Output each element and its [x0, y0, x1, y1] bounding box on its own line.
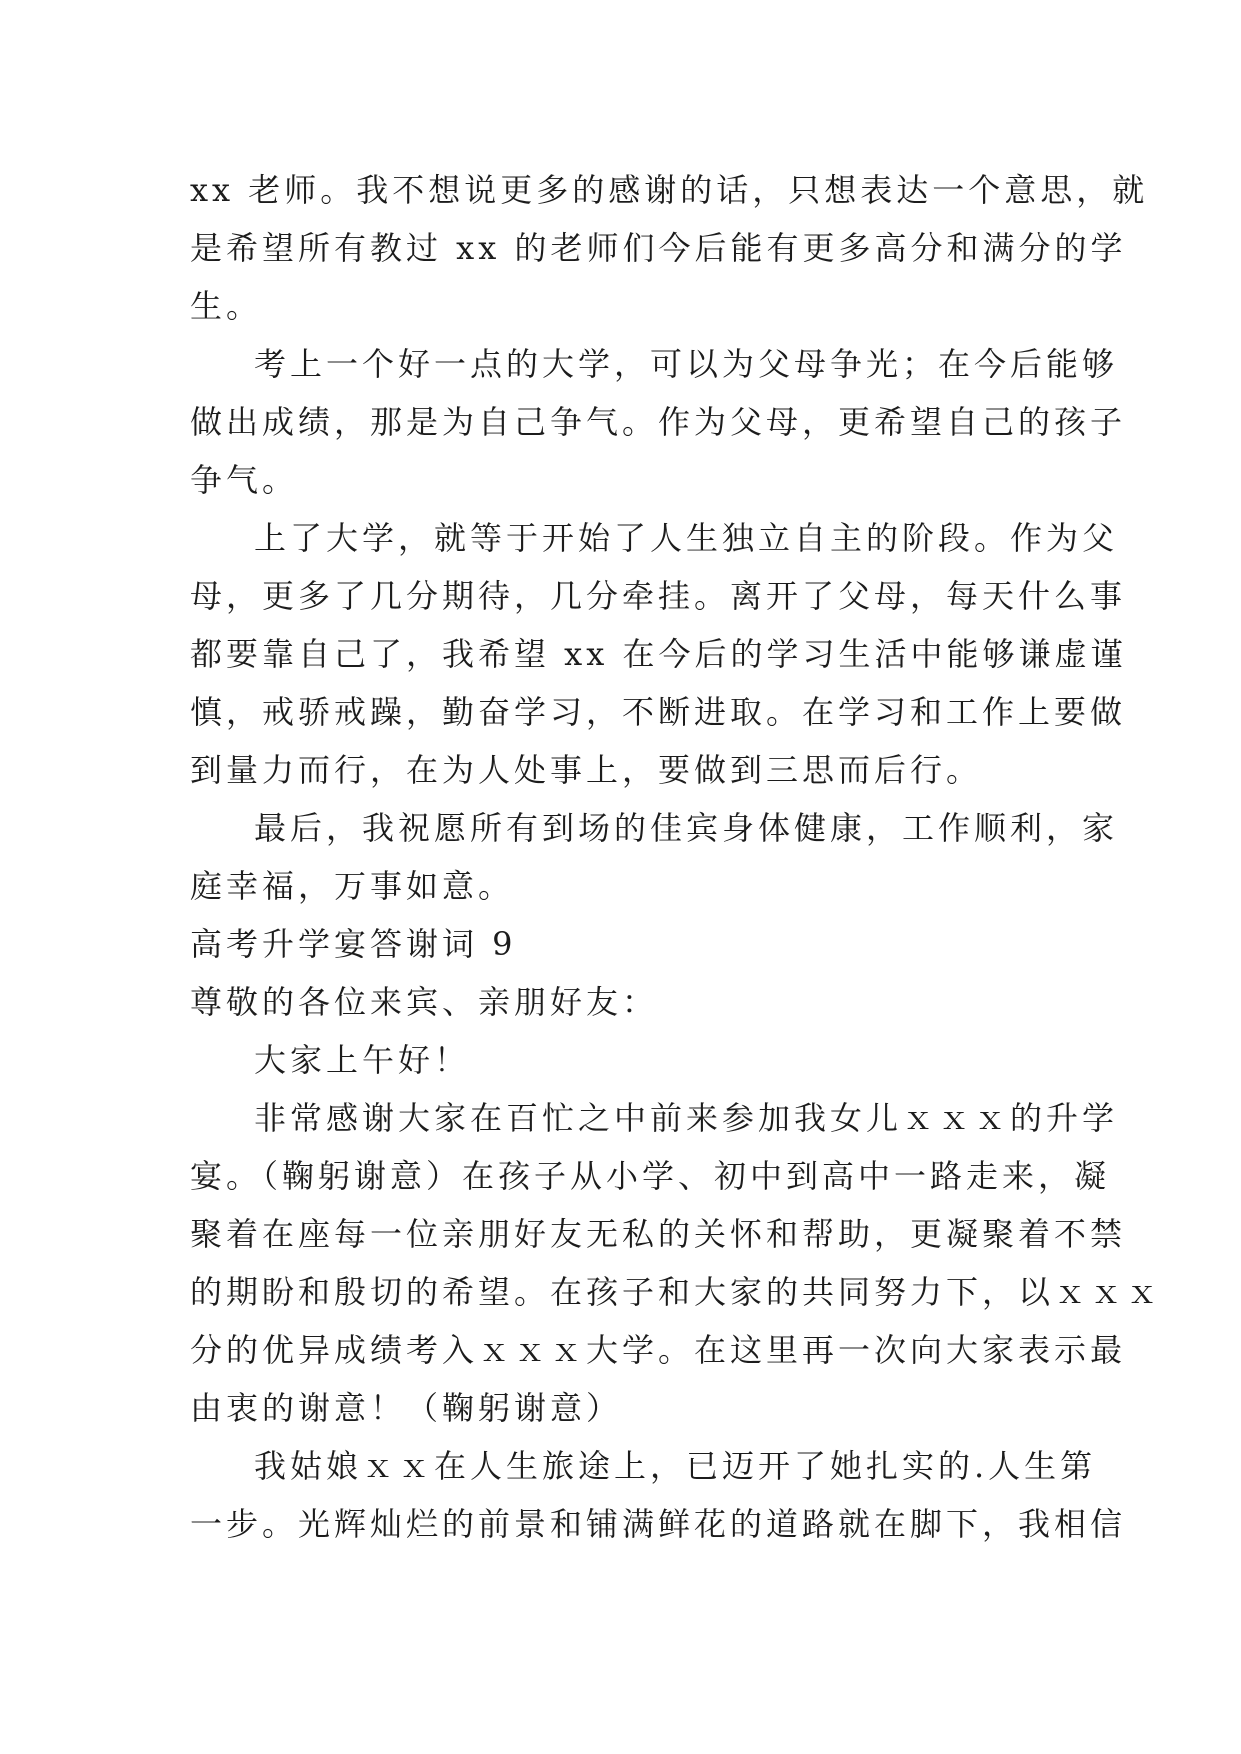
- text-line: 母，更多了几分期待，几分牵挂。离开了父母，每天什么事: [190, 577, 1127, 615]
- text-line: xx 老师。我不想说更多的感谢的话，只想表达一个意思，就: [190, 171, 1149, 209]
- paragraph-thanks-teachers: [190, 161, 1149, 335]
- text-line: 争气。: [190, 461, 299, 499]
- section-heading: [190, 915, 1050, 973]
- text-line: 宴。（鞠躬谢意）在孩子从小学、初中到高中一路走来，凝: [190, 1157, 1111, 1195]
- text-line: 的期盼和殷切的希望。在孩子和大家的共同努力下，以ｘｘｘ: [190, 1273, 1163, 1311]
- text-line: 慎，戒骄戒躁，勤奋学习，不断进取。在学习和工作上要做: [190, 693, 1127, 731]
- text-line: 都要靠自己了，我希望 xx 在今后的学习生活中能够谦虚谨: [190, 635, 1127, 673]
- greeting: [190, 1031, 1050, 1089]
- text-line: 非常感谢大家在百忙之中前来参加我女儿ｘｘｘ的升学: [254, 1099, 1119, 1137]
- text-line: 生。: [190, 287, 263, 325]
- paragraph-daughter: [190, 1437, 1127, 1553]
- salutation-text: 尊敬的各位来宾、亲朋好友：: [190, 983, 659, 1021]
- text-line: 分的优异成绩考入ｘｘｘ大学。在这里再一次向大家表示最: [190, 1331, 1127, 1369]
- text-line: 一步。光辉灿烂的前景和铺满鲜花的道路就在脚下，我相信: [190, 1505, 1127, 1543]
- text-line: 做出成绩，那是为自己争气。作为父母，更希望自己的孩子: [190, 403, 1127, 441]
- text-line: 考上一个好一点的大学，可以为父母争光；在今后能够: [254, 345, 1119, 383]
- salutation: [190, 973, 1050, 1031]
- text-line: 由衷的谢意！（鞠躬谢意）: [190, 1389, 623, 1427]
- text-line: 庭幸福，万事如意。: [190, 867, 515, 905]
- paragraph-university: [190, 335, 1127, 509]
- text-line: 最后，我祝愿所有到场的佳宾身体健康，工作顺利，家: [254, 809, 1119, 847]
- text-line: 我姑娘ｘｘ在人生旅途上，已迈开了她扎实的.人生第: [254, 1447, 1097, 1485]
- text-line: 是希望所有教过 xx 的老师们今后能有更多高分和满分的学: [190, 229, 1127, 267]
- paragraph-independence: [190, 509, 1127, 799]
- text-line: 到量力而行，在为人处事上，要做到三思而后行。: [190, 751, 983, 789]
- paragraph-gratitude: [190, 1089, 1163, 1437]
- text-line: 上了大学，就等于开始了人生独立自主的阶段。作为父: [254, 519, 1119, 557]
- heading-text: 高考升学宴答谢词 9: [190, 925, 517, 963]
- greeting-text: 大家上午好！: [254, 1041, 471, 1079]
- text-line: 聚着在座每一位亲朋好友无私的关怀和帮助，更凝聚着不禁: [190, 1215, 1127, 1253]
- document-body: [190, 161, 1163, 1553]
- paragraph-wishes: [190, 799, 1119, 915]
